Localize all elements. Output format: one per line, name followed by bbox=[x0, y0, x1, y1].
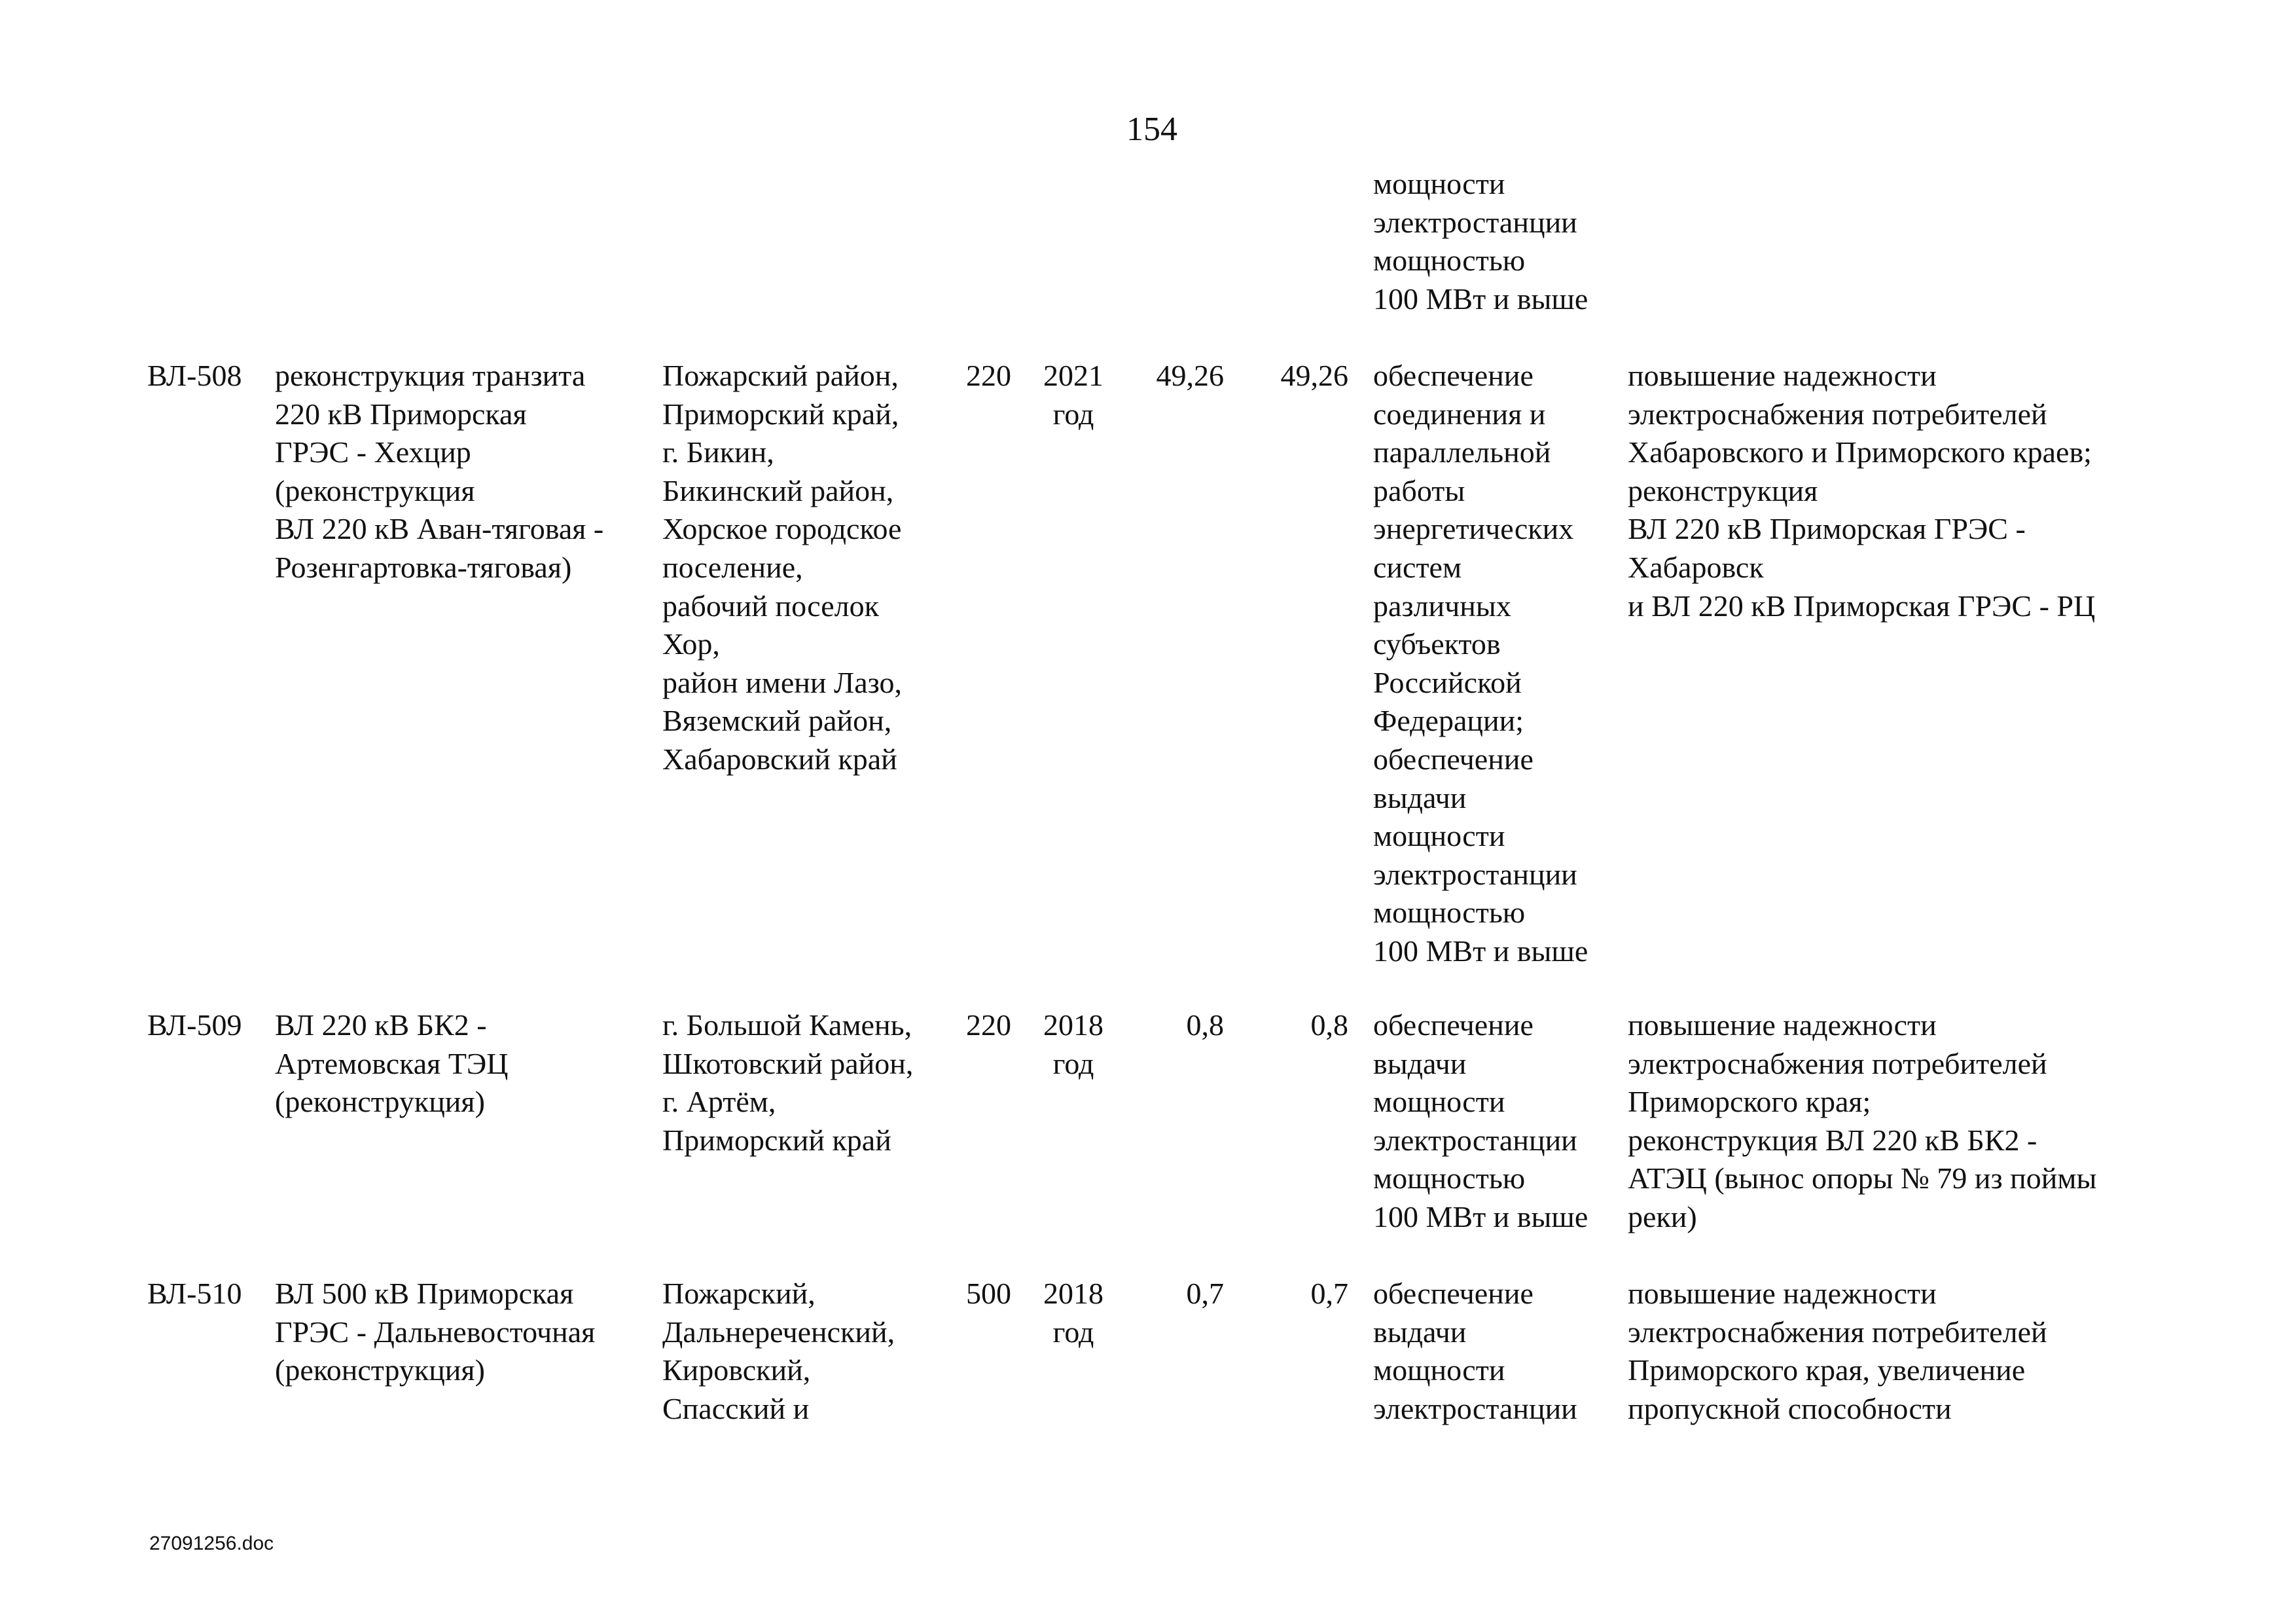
continuation-purpose: мощности электростанции мощностью 100 МВт и выше bbox=[1373, 167, 1588, 316]
row-effect: повышение надежности электроснабжения потребителей Приморского края, увеличение пропускной способности bbox=[1628, 1277, 2047, 1425]
row-code: ВЛ-510 bbox=[147, 1277, 242, 1310]
row-code: ВЛ-508 bbox=[147, 359, 242, 392]
row-value1: 0,8 bbox=[1186, 1008, 1224, 1042]
row-value1: 49,26 bbox=[1156, 359, 1224, 392]
document-footer: 27091256.doc bbox=[149, 1533, 274, 1554]
row-purpose: обеспечение выдачи мощности электростанции мощностью 100 МВт и выше bbox=[1373, 1008, 1588, 1233]
row-voltage: 500 bbox=[966, 1277, 1011, 1310]
row-effect: повышение надежности электроснабжения потребителей Приморского края; реконструкция ВЛ 220 кВ БК2 - АТЭЦ (вынос опоры № 79 из поймы реки) bbox=[1628, 1008, 2097, 1233]
row-purpose: обеспечение выдачи мощности электростанции bbox=[1373, 1277, 1577, 1425]
row-location: Пожарский, Дальнереченский, Кировский, Спасский и bbox=[662, 1277, 895, 1425]
page-number: 154 bbox=[1126, 111, 1177, 148]
row-value2: 49,26 bbox=[1280, 359, 1348, 392]
row-year: 2018 год bbox=[1043, 1277, 1103, 1349]
row-value2: 0,7 bbox=[1310, 1277, 1348, 1310]
row-purpose: обеспечение соединения и параллельной работы энергетических систем различных субъектов Российской Федерации; обеспечение выдачи мощности электростанции мощностью 100 МВт и выше bbox=[1373, 359, 1588, 968]
row-year: 2018 год bbox=[1043, 1008, 1103, 1080]
row-value1: 0,7 bbox=[1186, 1277, 1224, 1310]
row-value2: 0,8 bbox=[1310, 1008, 1348, 1042]
row-name: ВЛ 220 кВ БК2 - Артемовская ТЭЦ (реконструкция) bbox=[275, 1008, 509, 1119]
row-year: 2021 год bbox=[1043, 359, 1103, 431]
row-code: ВЛ-509 bbox=[147, 1008, 242, 1042]
row-name: ВЛ 500 кВ Приморская ГРЭС - Дальневосточная (реконструкция) bbox=[275, 1277, 596, 1387]
row-voltage: 220 bbox=[966, 1008, 1011, 1042]
row-name: реконструкция транзита 220 кВ Приморская ГРЭС - Хехцир (реконструкция ВЛ 220 кВ Аван-тяговая - Розенгартовка-тяговая) bbox=[275, 359, 604, 584]
row-effect: повышение надежности электроснабжения потребителей Хабаровского и Приморского краев; реконструкция ВЛ 220 кВ Приморская ГРЭС - Хабаровск и ВЛ 220 кВ Приморская ГРЭС - РЦ bbox=[1628, 359, 2096, 623]
row-location: г. Большой Камень, Шкотовский район, г. Артём, Приморский край bbox=[662, 1008, 914, 1157]
row-location: Пожарский район, Приморский край, г. Бикин, Бикинский район, Хорское городское поселение, рабочий поселок Хор, район имени Лазо, Вяземский район, Хабаровский край bbox=[662, 359, 903, 776]
row-voltage: 220 bbox=[966, 359, 1011, 392]
